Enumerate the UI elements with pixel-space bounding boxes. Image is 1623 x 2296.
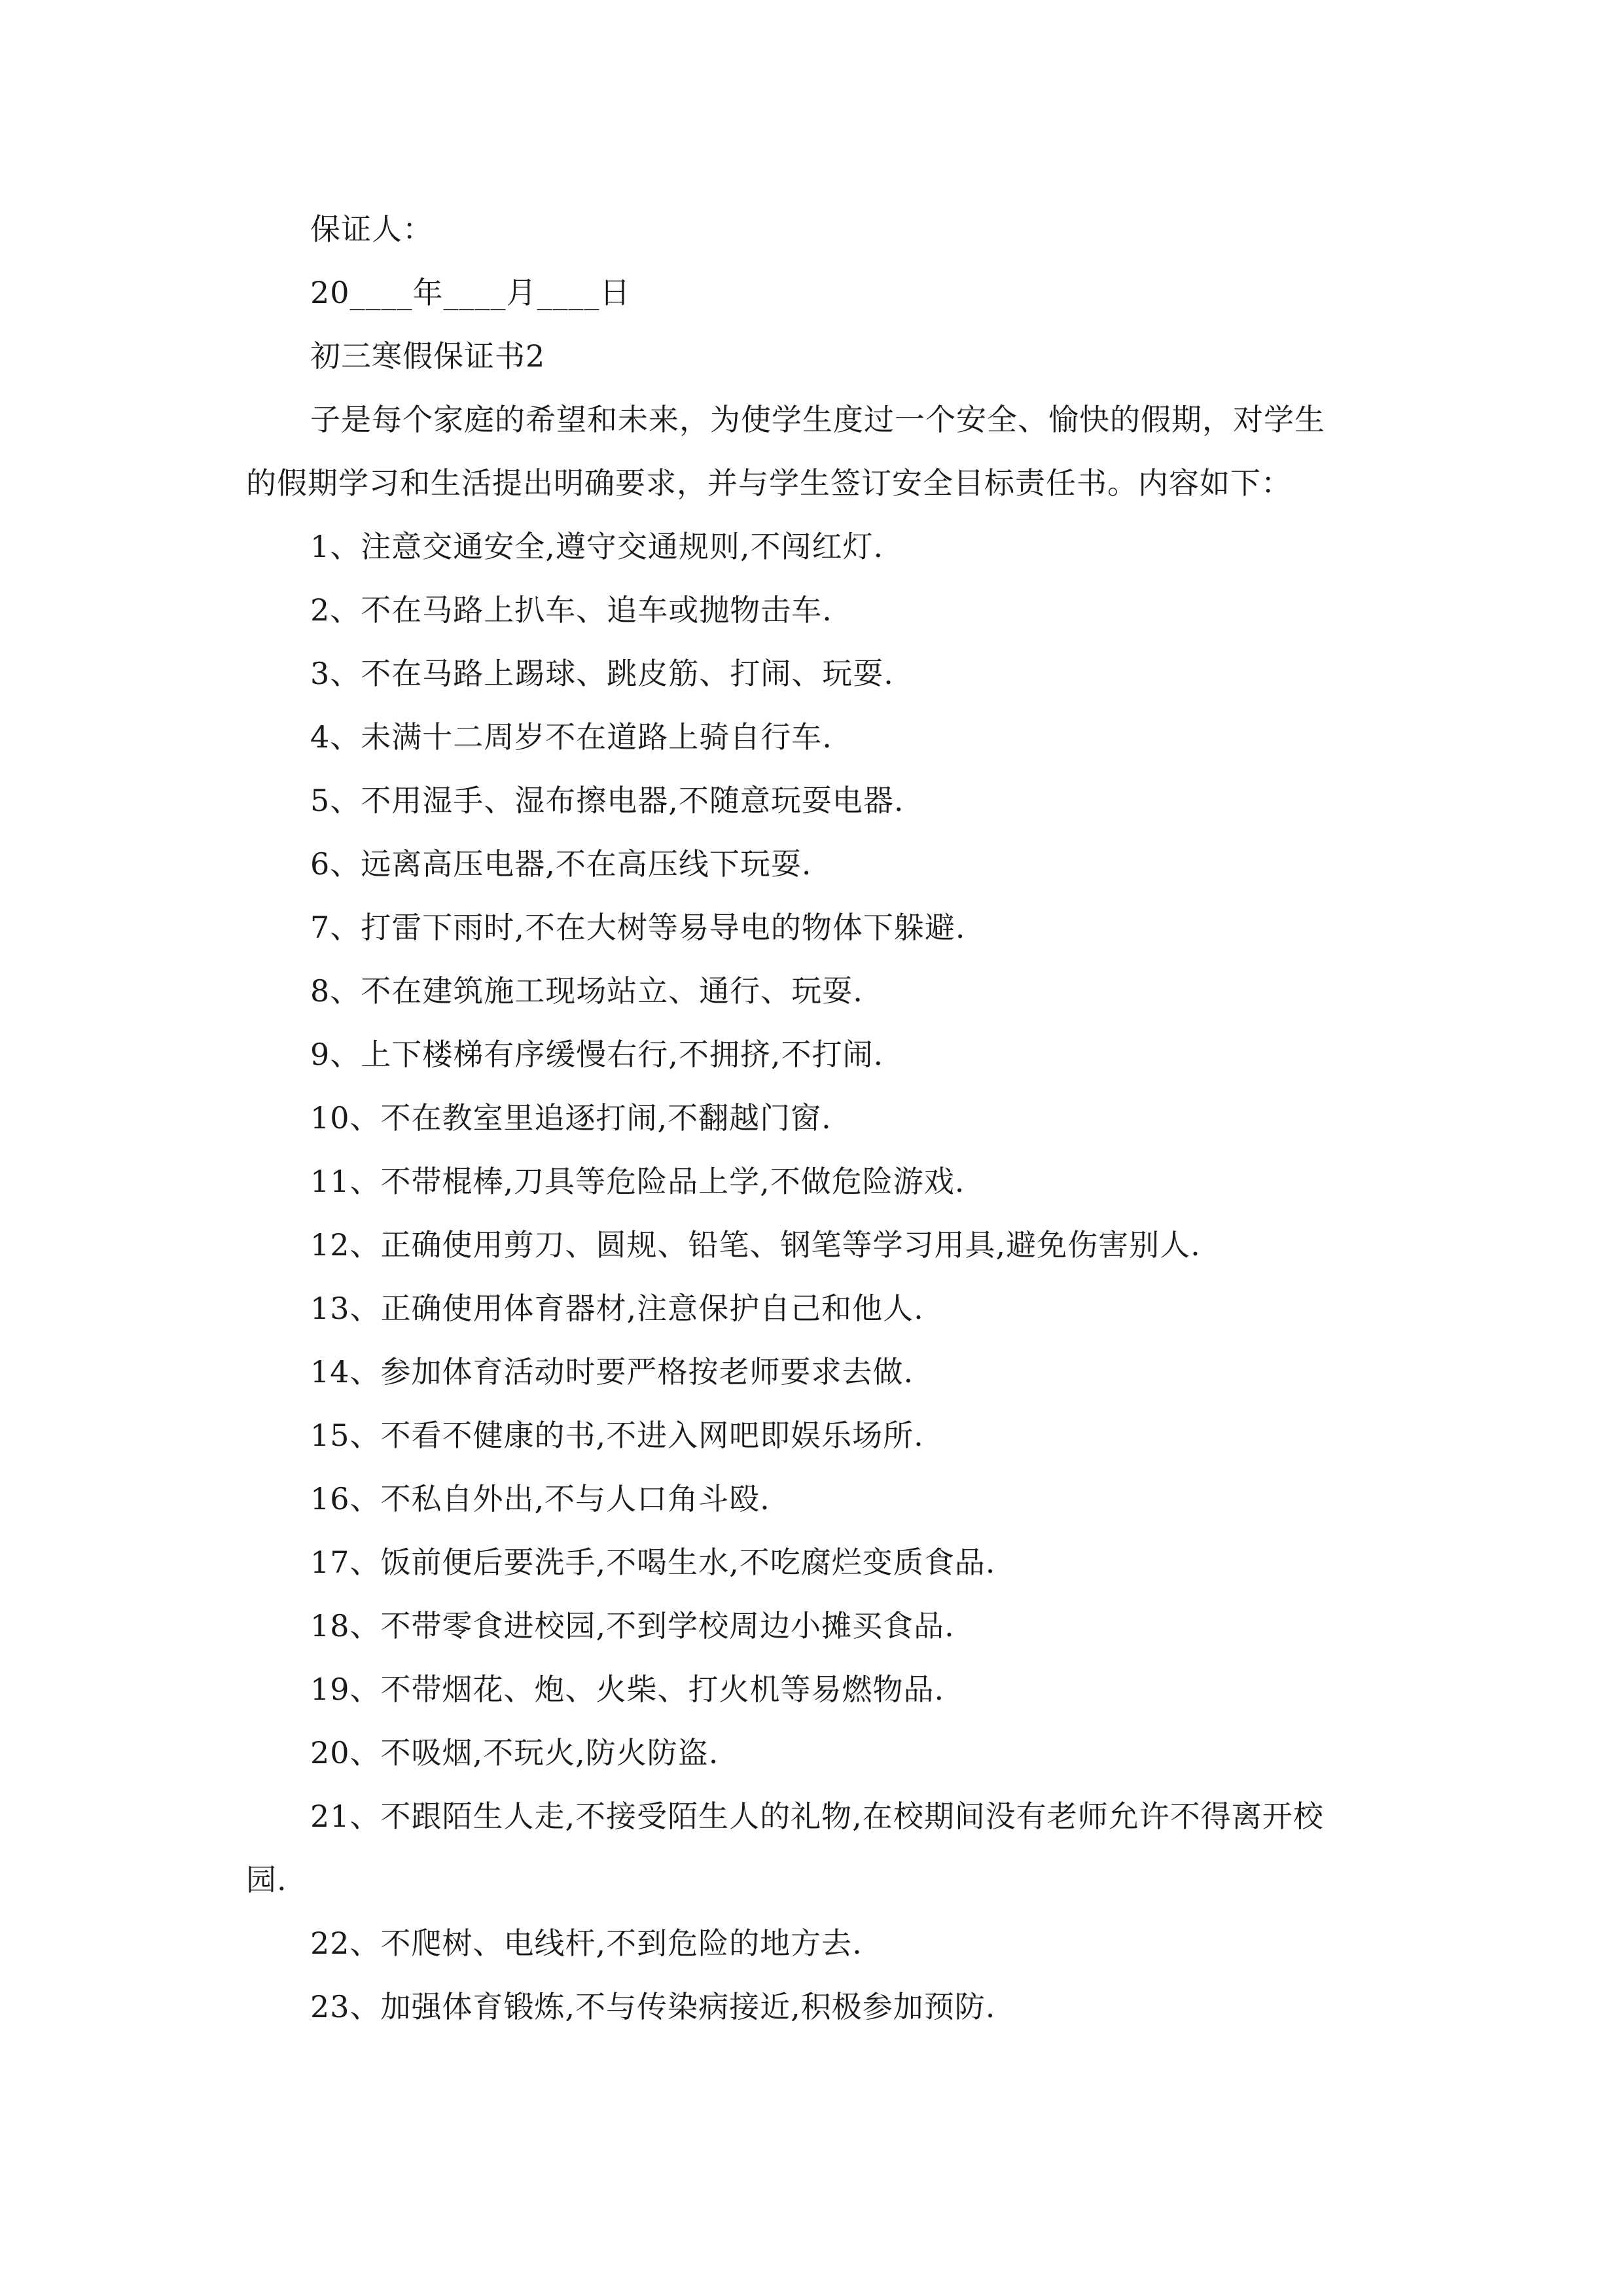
list-item: 18、不带零食进校园,不到学校周边小摊买食品.: [310, 1608, 955, 1643]
list-item: 7、打雷下雨时,不在大树等易导电的物体下躲避.: [310, 910, 966, 945]
list-item: 12、正确使用剪刀、圆规、铅笔、钢笔等学习用具,避免伤害别人.: [310, 1227, 1201, 1263]
list-item: 8、不在建筑施工现场站立、通行、玩耍.: [310, 973, 863, 1009]
list-item: 1、注意交通安全,遵守交通规则,不闯红灯.: [310, 529, 884, 564]
list-item: 13、正确使用体育器材,注意保护自己和他人.: [310, 1291, 924, 1326]
list-item: 10、不在教室里追逐打闹,不翻越门窗.: [310, 1100, 832, 1136]
intro-paragraph-line-2: 的假期学习和生活提出明确要求，并与学生签订安全目标责任书。内容如下：: [246, 465, 1292, 501]
guarantor-label: 保证人：: [310, 211, 433, 247]
date-line: 20____年____月____日: [310, 275, 631, 310]
list-item: 14、参加体育活动时要严格按老师要求去做.: [310, 1354, 914, 1390]
list-item: 17、饭前便后要洗手,不喝生水,不吃腐烂变质食品.: [310, 1545, 996, 1580]
section-title: 初三寒假保证书2: [310, 338, 546, 374]
list-item: 21、不跟陌生人走,不接受陌生人的礼物,在校期间没有老师允许不得离开校: [310, 1799, 1324, 1834]
list-item: 19、不带烟花、炮、火柴、打火机等易燃物品.: [310, 1672, 945, 1707]
list-item: 4、未满十二周岁不在道路上骑自行车.: [310, 719, 832, 755]
list-item: 15、不看不健康的书,不进入网吧即娱乐场所.: [310, 1418, 924, 1453]
list-item: 9、上下楼梯有序缓慢右行,不拥挤,不打闹.: [310, 1037, 884, 1072]
list-item: 20、不吸烟,不玩火,防火防盗.: [310, 1735, 719, 1770]
list-item: 3、不在马路上踢球、跳皮筋、打闹、玩耍.: [310, 656, 894, 691]
list-item: 5、不用湿手、湿布擦电器,不随意玩耍电器.: [310, 783, 904, 818]
list-item: 22、不爬树、电线杆,不到危险的地方去.: [310, 1926, 863, 1961]
list-item: 16、不私自外出,不与人口角斗殴.: [310, 1481, 770, 1516]
list-item-continuation: 园.: [246, 1862, 287, 1897]
intro-paragraph-line-1: 子是每个家庭的希望和未来，为使学生度过一个安全、愉快的假期，对学生: [310, 402, 1325, 437]
list-item: 6、远离高压电器,不在高压线下玩耍.: [310, 846, 812, 882]
list-item: 23、加强体育锻炼,不与传染病接近,积极参加预防.: [310, 1989, 996, 2024]
list-item: 11、不带棍棒,刀具等危险品上学,不做危险游戏.: [310, 1164, 965, 1199]
list-item: 2、不在马路上扒车、追车或抛物击车.: [310, 592, 832, 628]
